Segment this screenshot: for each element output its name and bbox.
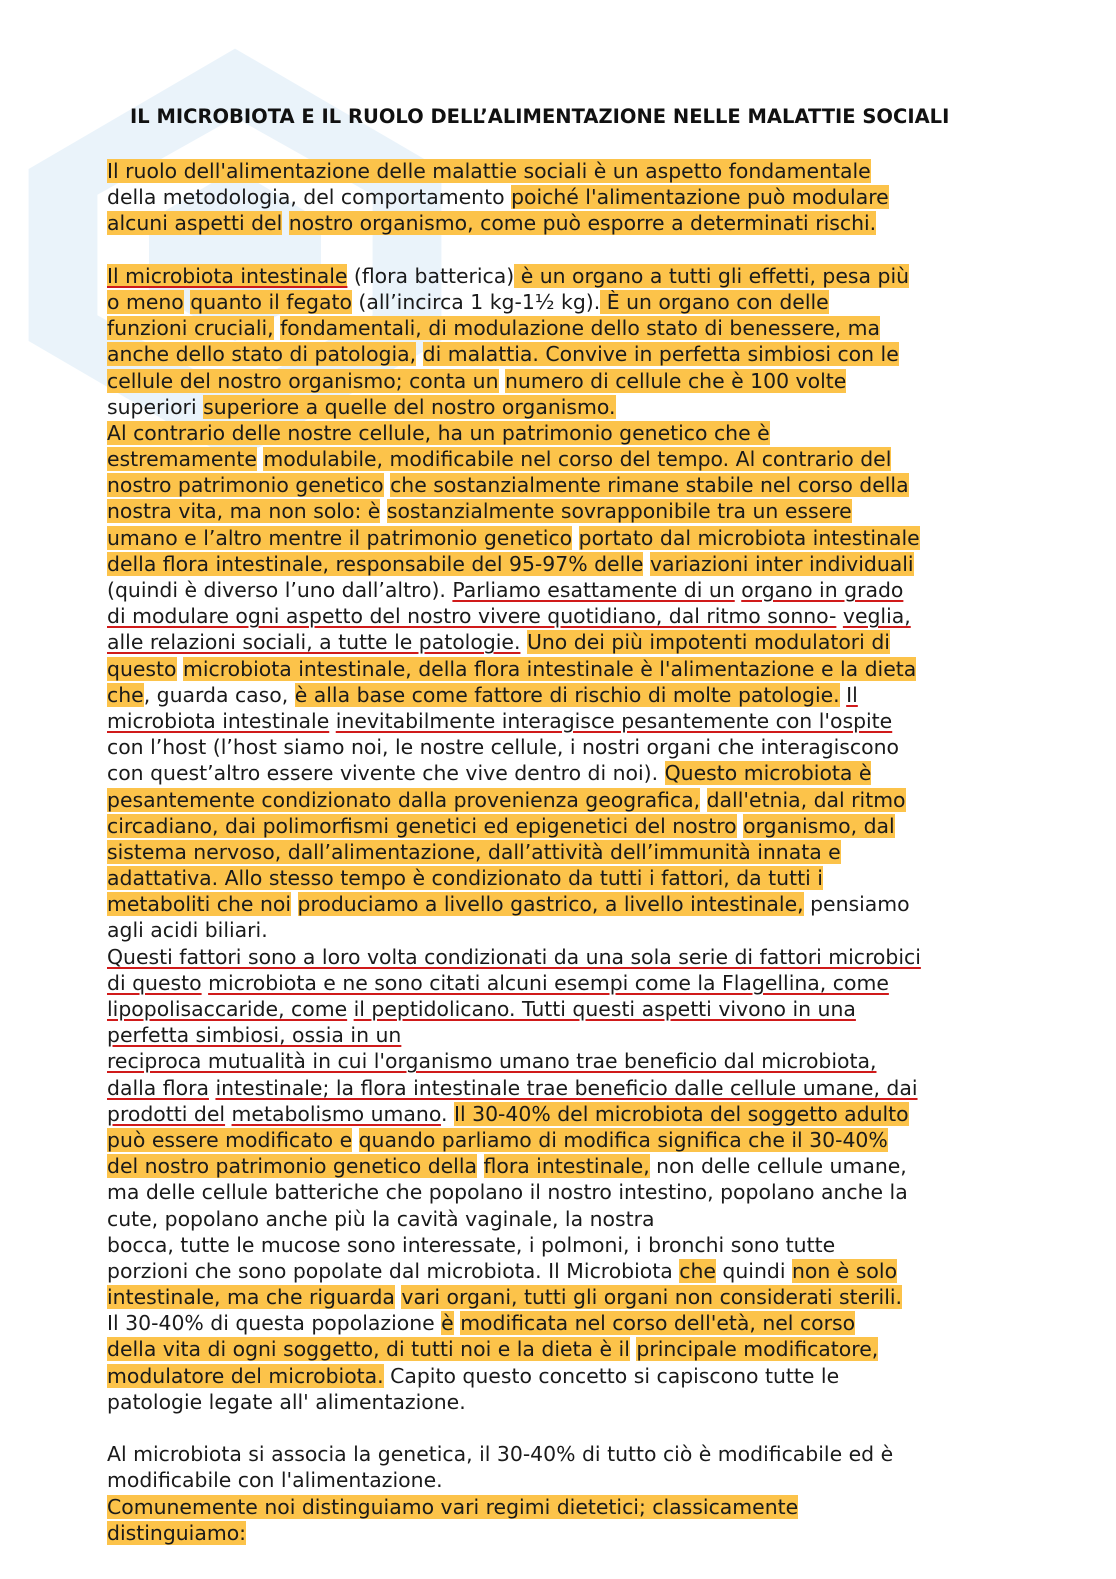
text-line xyxy=(107,917,1007,943)
plain-text: (all’incirca 1 kg-1½ kg). xyxy=(351,289,601,314)
highlighted-text: organismo, dal xyxy=(743,813,895,838)
text-line xyxy=(107,1467,1007,1493)
text-line xyxy=(107,184,1007,210)
text-line xyxy=(107,394,1007,420)
plain-text: (flora batterica) xyxy=(347,263,515,288)
underlined-text: di questo xyxy=(107,970,202,995)
text-line xyxy=(107,1179,1007,1205)
highlighted-text: fondamentali, di modulazione dello stato di benessere, ma xyxy=(280,316,880,341)
highlighted-text: Uno dei più impotenti modulatori di xyxy=(526,630,890,655)
plain-text: cute, popolano anche più la cavità vaginale, la nostra xyxy=(107,1206,655,1231)
plain-text: quindi xyxy=(715,1258,792,1283)
highlighted-text: nostra vita, ma non solo: è xyxy=(107,499,381,524)
text-line xyxy=(107,210,1007,236)
highlighted-text: nostro organismo, come può esporre a determinati rischi. xyxy=(288,211,877,236)
highlighted-text: distinguiamo: xyxy=(107,1520,247,1545)
underlined-text: veglia, xyxy=(842,604,911,629)
highlighted-text: vari organi, tutti gli organi non considerati sterili. xyxy=(401,1285,903,1310)
plain-text xyxy=(416,342,422,366)
highlighted-text: del nostro patrimonio genetico della xyxy=(107,1154,478,1179)
text-line xyxy=(107,1206,1007,1232)
text-line xyxy=(107,472,1007,498)
text-line xyxy=(107,368,1007,394)
underlined-text: microbiota intestinale xyxy=(107,708,330,733)
underlined-text: reciproca mutualità in cui l'organismo umano trae beneficio dal microbiota, xyxy=(107,1049,877,1074)
text-line xyxy=(107,1232,1007,1258)
highlighted-text: pesantemente condizionato dalla provenienza geografica, xyxy=(107,787,701,812)
text-line xyxy=(107,1101,1007,1127)
text-line xyxy=(107,1310,1007,1336)
highlighted-text: che sostanzialmente rimane stabile nel corso della xyxy=(390,473,909,498)
highlighted-text: della flora intestinale, responsabile del 95-97% delle xyxy=(107,551,644,576)
text-line xyxy=(107,944,1007,970)
highlighted-text: questo xyxy=(107,656,177,681)
text-line xyxy=(107,970,1007,996)
text-line xyxy=(107,1127,1007,1153)
highlighted-text: alcuni aspetti del xyxy=(107,211,283,236)
text-line xyxy=(107,420,1007,446)
underlined-text: alle relazioni sociali, a tutte le patologie. xyxy=(107,630,521,655)
highlighted-text: Al contrario delle nostre cellule, ha un patrimonio genetico che è xyxy=(107,420,770,445)
text-line xyxy=(107,263,1007,289)
text-line xyxy=(107,1075,1007,1101)
text-line xyxy=(107,996,1007,1022)
plain-text: con l’host (l’host siamo noi, le nostre cellule, i nostri organi che interagiscono xyxy=(107,735,900,760)
underlined-text: intestinale; la flora intestinale trae beneficio dalle cellule umane, dai xyxy=(215,1075,918,1100)
highlighted-text: È un organo con delle xyxy=(600,289,829,314)
plain-text: bocca, tutte le mucose sono interessate, i polmoni, i bronchi sono tutte xyxy=(107,1232,836,1257)
text-line xyxy=(107,629,1007,655)
highlighted-text: umano e l’altro mentre il patrimonio genetico xyxy=(107,525,573,550)
highlighted-text: flora intestinale, xyxy=(483,1154,650,1179)
underlined-text: metabolismo umano xyxy=(231,1101,441,1126)
text-line xyxy=(107,656,1007,682)
highlighted-text: intestinale, ma che riguarda xyxy=(107,1285,395,1310)
highlighted-text: superiore a quelle del nostro organismo. xyxy=(203,394,616,419)
underlined-text: lipopolisaccaride, come xyxy=(107,997,348,1021)
text-line xyxy=(107,341,1007,367)
text-line xyxy=(107,1363,1007,1389)
highlighted-text: Comunemente noi distinguiamo vari regimi dietetici; classicamente xyxy=(107,1494,799,1519)
text-line xyxy=(107,1258,1007,1284)
highlighted-text: numero di cellule che è 100 volte xyxy=(505,368,847,393)
plain-text: . xyxy=(440,1101,454,1126)
highlighted-text: di malattia. Convive in perfetta simbiosi con le xyxy=(422,342,899,367)
highlighted-text: è xyxy=(441,1311,454,1336)
highlighted-text: dall'etnia, dal ritmo xyxy=(706,787,906,812)
underlined-text: dalla flora xyxy=(107,1075,209,1100)
text-line xyxy=(107,603,1007,629)
plain-text xyxy=(572,526,578,550)
highlighted-text: della vita di ogni soggetto, di tutti noi e la dieta è il xyxy=(107,1337,630,1362)
plain-text: agli acidi biliari. xyxy=(107,918,268,943)
document-title: IL MICROBIOTA E IL RUOLO DELL’ALIMENTAZIONE NELLE MALATTIE SOCIALI xyxy=(130,105,950,128)
text-line xyxy=(107,1441,1007,1467)
highlighted-text: che xyxy=(107,682,144,707)
text-line xyxy=(107,682,1007,708)
text-line xyxy=(107,315,1007,341)
plain-text: Al microbiota si associa la genetica, il 30-40% di tutto ciò è modificabile ed è xyxy=(107,1442,894,1467)
text-line xyxy=(107,1520,1007,1546)
highlighted-text: quando parliamo di modifica significa che il 30-40% xyxy=(358,1127,888,1152)
text-line xyxy=(107,1153,1007,1179)
text-line xyxy=(107,289,1007,315)
highlighted-text: nostro patrimonio genetico xyxy=(107,473,384,498)
highlighted-text: portato dal microbiota intestinale xyxy=(578,525,920,550)
text-line xyxy=(107,1336,1007,1362)
plain-text xyxy=(352,1128,358,1152)
underlined-text: prodotti del xyxy=(107,1101,226,1126)
plain-text xyxy=(643,552,649,576)
underlined-text: Il xyxy=(846,682,858,707)
plain-text: non delle cellule umane, xyxy=(649,1154,907,1179)
highlighted-text: che xyxy=(679,1258,716,1283)
highlighted-text: produciamo a livello gastrico, a livello intestinale, xyxy=(297,892,804,917)
underlined-text: inevitabilmente interagisce pesantemente con l'ospite xyxy=(335,708,893,733)
highlighted-text: può essere modificato e xyxy=(107,1127,353,1152)
text-line xyxy=(107,1022,1007,1048)
highlighted-text: metaboliti che noi xyxy=(107,892,292,917)
highlighted-underlined-text: Il microbiota intestinale xyxy=(107,263,348,288)
highlighted-text: funzioni cruciali, xyxy=(107,316,274,341)
text-line xyxy=(107,865,1007,891)
plain-text xyxy=(700,788,706,812)
highlighted-text: modificata nel corso dell'età, nel corso xyxy=(460,1311,856,1336)
text-line xyxy=(107,551,1007,577)
plain-text: della metodologia, del comportamento xyxy=(107,185,512,210)
text-line xyxy=(107,1048,1007,1074)
highlighted-text: circadiano, dai polimorfismi genetici ed epigenetici del nostro xyxy=(107,813,737,838)
plain-text: Il 30-40% di questa popolazione xyxy=(107,1311,442,1336)
plain-text xyxy=(291,892,297,916)
text-line xyxy=(107,1389,1007,1415)
underlined-text: microbiota e ne sono citati alcuni esempi come la Flagellina, come xyxy=(208,970,889,995)
text-line xyxy=(107,813,1007,839)
highlighted-text: anche dello stato di patologia, xyxy=(107,342,417,367)
text-line xyxy=(107,708,1007,734)
highlighted-text: principale modificatore, xyxy=(636,1337,879,1362)
blank-line xyxy=(107,237,1007,263)
plain-text: ma delle cellule batteriche che popolano il nostro intestino, popolano anche la xyxy=(107,1180,908,1205)
plain-text xyxy=(520,630,526,654)
plain-text: , guarda caso, xyxy=(143,682,295,707)
highlighted-text: Il ruolo dell'alimentazione delle malattie sociali è un aspetto fondamentale xyxy=(107,159,871,183)
highlighted-text: Questo microbiota è xyxy=(664,761,872,786)
underlined-text: Parliamo esattamente di un xyxy=(452,578,735,602)
text-line xyxy=(107,1284,1007,1310)
text-line xyxy=(107,446,1007,472)
underlined-text: perfetta simbiosi, ossia in un xyxy=(107,1023,402,1048)
text-line xyxy=(107,498,1007,524)
highlighted-text: estremamente xyxy=(107,447,257,472)
highlighted-text: sistema nervoso, dall’alimentazione, dall’attività dell’immunità innata e xyxy=(107,839,841,864)
plain-text: (quindi è diverso l’uno dall’altro). xyxy=(107,578,453,602)
highlighted-text: microbiota intestinale, della flora intestinale è l'alimentazione e la dieta xyxy=(183,656,917,681)
blank-line xyxy=(107,1415,1007,1441)
underlined-text: di modulare ogni aspetto del nostro vivere quotidiano, dal ritmo sonno- xyxy=(107,604,837,629)
highlighted-text: modulabile, modificabile nel corso del tempo. Al contrario del xyxy=(263,447,892,472)
text-line xyxy=(107,787,1007,813)
highlighted-text: cellule del nostro organismo; conta un xyxy=(107,368,499,393)
highlighted-text: poiché l'alimentazione può modulare xyxy=(511,185,889,210)
text-line xyxy=(107,525,1007,551)
plain-text: modificabile con l'alimentazione. xyxy=(107,1468,443,1493)
text-line xyxy=(107,891,1007,917)
plain-text: Capito questo concetto si capiscono tutte le xyxy=(383,1363,840,1388)
plain-text: porzioni che sono popolate dal microbiota. Il Microbiota xyxy=(107,1258,680,1283)
text-line xyxy=(107,760,1007,786)
highlighted-text: non è solo xyxy=(791,1258,898,1283)
highlighted-text: sostanzialmente sovrapponibile tra un essere xyxy=(386,499,852,524)
text-line xyxy=(107,158,1007,184)
text-line xyxy=(107,1494,1007,1520)
highlighted-text: modulatore del microbiota. xyxy=(107,1363,384,1388)
text-line xyxy=(107,577,1007,603)
underlined-text: il peptidolicano. Tutti questi aspetti vivono in una xyxy=(353,997,856,1021)
highlighted-text: Il 30-40% del microbiota del soggetto adulto xyxy=(453,1101,909,1126)
plain-text: con quest’altro essere vivente che vive dentro di noi). xyxy=(107,761,665,786)
highlighted-text: adattativa. Allo stesso tempo è condizionato da tutti i fattori, da tutti i xyxy=(107,866,823,891)
highlighted-text: variazioni inter individuali xyxy=(649,551,914,576)
plain-text: pensiamo xyxy=(803,892,910,917)
plain-text xyxy=(282,211,288,235)
plain-text xyxy=(477,1154,483,1178)
text-line xyxy=(107,734,1007,760)
plain-text xyxy=(380,499,386,523)
document-body xyxy=(107,158,1007,1546)
highlighted-text: è un organo a tutti gli effetti, pesa più xyxy=(514,263,910,288)
highlighted-text: quanto il fegato xyxy=(190,289,352,314)
plain-text: superiori xyxy=(107,394,204,419)
underlined-text: Questi fattori sono a loro volta condizionati da una sola serie di fattori microbici xyxy=(107,944,921,969)
text-line xyxy=(107,839,1007,865)
underlined-text: organo in grado xyxy=(741,578,904,602)
plain-text: patologie legate all' alimentazione. xyxy=(107,1389,466,1414)
highlighted-text: o meno xyxy=(107,289,184,314)
highlighted-text: è alla base come fattore di rischio di molte patologie. xyxy=(294,682,840,707)
